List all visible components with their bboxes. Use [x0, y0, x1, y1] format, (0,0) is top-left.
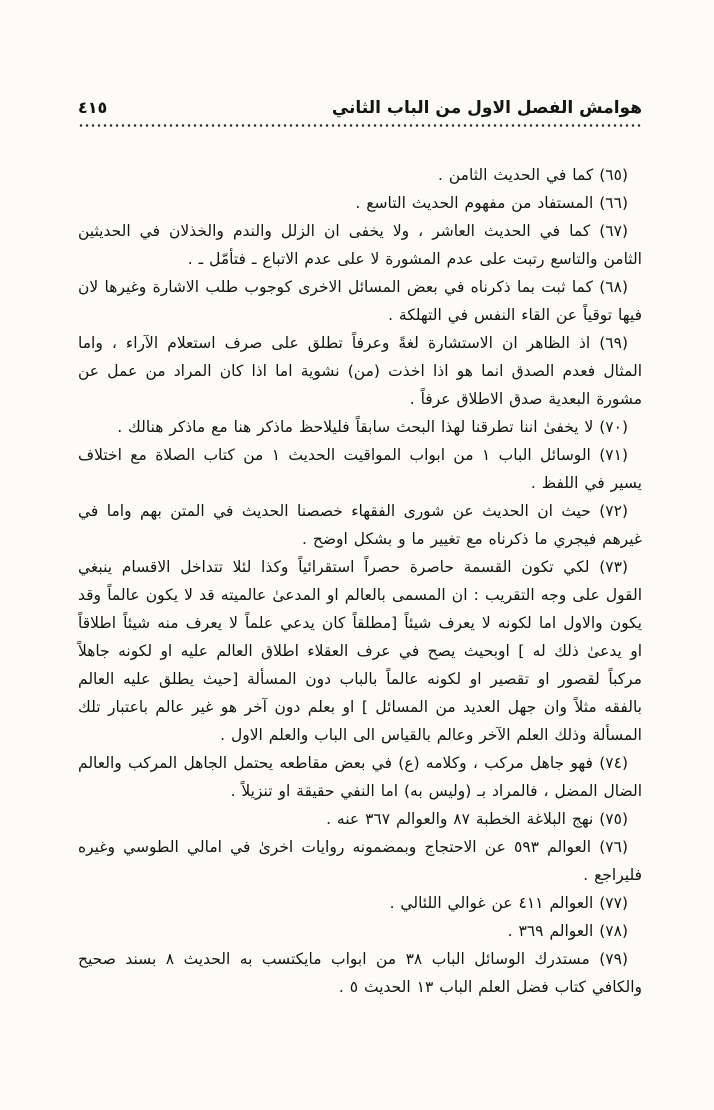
page-title: هوامش الفصل الاول من الباب الثاني	[331, 98, 642, 118]
footnote-79: (٧٩) مستدرك الوسائل الباب ٣٨ من ابواب مايكتسب به الحديث ٨ بسند صحيح والكافي كتاب فضل العلم الباب ١٣ الحديث ٥ .	[78, 950, 642, 996]
footnote-75: (٧٥) نهج البلاغة الخطبة ٨٧ والعوالم ٣٦٧ عنه .	[326, 810, 628, 828]
footnote-68: (٦٨) كما ثبت بما ذكرناه في بعض المسائل الاخرى كوجوب طلب الاشارة وغيرها لان فيها توقياً عن القاء النفس في التهلكة .	[78, 278, 642, 324]
page-number: ٤١٥	[78, 98, 108, 117]
footnote-70: (٧٠) لا يخفىٰ اننا تطرقنا لهذا البحث سابقاً فليلاحظ ماذكر هنا مع ماذكر هنالك .	[117, 418, 628, 436]
footnote-66: (٦٦) المستفاد من مفهوم الحديث التاسع .	[355, 194, 628, 212]
footnote-77: (٧٧) العوالم ٤١١ عن غوالي اللئالي .	[389, 894, 628, 912]
footnote-78: (٧٨) العوالم ٣٦٩ .	[507, 922, 628, 940]
footnote-71: (٧١) الوسائل الباب ١ من ابواب المواقيت الحديث ١ من كتاب الصلاة مع اختلاف يسير في اللفظ .	[78, 446, 642, 492]
dotted-divider	[78, 122, 642, 127]
page-header	[78, 98, 642, 118]
footnote-74: (٧٤) فهو جاهل مركب ، وكلامه (ع) في بعض مقاطعه يحتمل الجاهل المركب والعالم الضال المضل ، فالمراد بـ (وليس به) اما النفي حقيقة او تنزيلاً .	[78, 754, 642, 800]
footnote-67: (٦٧) كما في الحديث العاشر ، ولا يخفى ان الزلل والندم والخذلان في الحديثين الثامن والتاسع رتبت على عدم المشورة لا على عدم الاتباع ـ فتأمّل ـ .	[78, 222, 642, 268]
footnote-69: (٦٩) اذ الظاهر ان الاستشارة لغةً وعرفاً تطلق على صرف استعلام الآراء ، واما المثال فعدم الصدق انما هو اذا اخذت (من) نشوية اما اذا كان المراد من عمل عن مشورة البعدية صدق الاطلاق عرفاً .	[78, 334, 642, 408]
footnote-76: (٧٦) العوالم ٥٩٣ عن الاحتجاج وبمضمونه روايات اخرىٰ في امالي الطوسي وغيره فليراجع .	[78, 838, 642, 884]
footnote-65: (٦٥) كما في الحديث الثامن .	[438, 166, 628, 184]
footnote-72: (٧٢) حيث ان الحديث عن شورى الفقهاء خصصنا الحديث في المتن بهم واما في غيرهم فيجري ما ذكرناه مع تغيير ما و بشكل اوضح .	[78, 502, 642, 548]
footnote-73: (٧٣) لكي تكون القسمة حاصرة حصراً استقرائياً وكذا لئلا تتداخل الاقسام ينبغي القول على وجه التقريب : ان المسمى بالعالم او المدعىٰ عالميته قد لا يكون عالماً وقد يكون والاول اما لكونه لا يعرف شيئاً [مطلقاً كان يدعي علماً لا يعرف منه شيئاً اطلاقاً او يدعىٰ ذلك له ] اوبحيث يصح في عرف العقلاء اطلاق العالم عليه او لكونه جاهلاً مركباً لقصور او تقصير او لكونه عالماً بالباب دون المسألة [حيث يطلق عليه العالم بالفقه مثلاً وان جهل العديد من المسائل ] او بعلم دون آخر هو غير عالم باعتبار تلك المسألة وذلك العلم الآخر وعالم بالقياس الى الباب والعلم الاول .	[78, 558, 642, 744]
footnotes-section	[78, 161, 642, 1001]
